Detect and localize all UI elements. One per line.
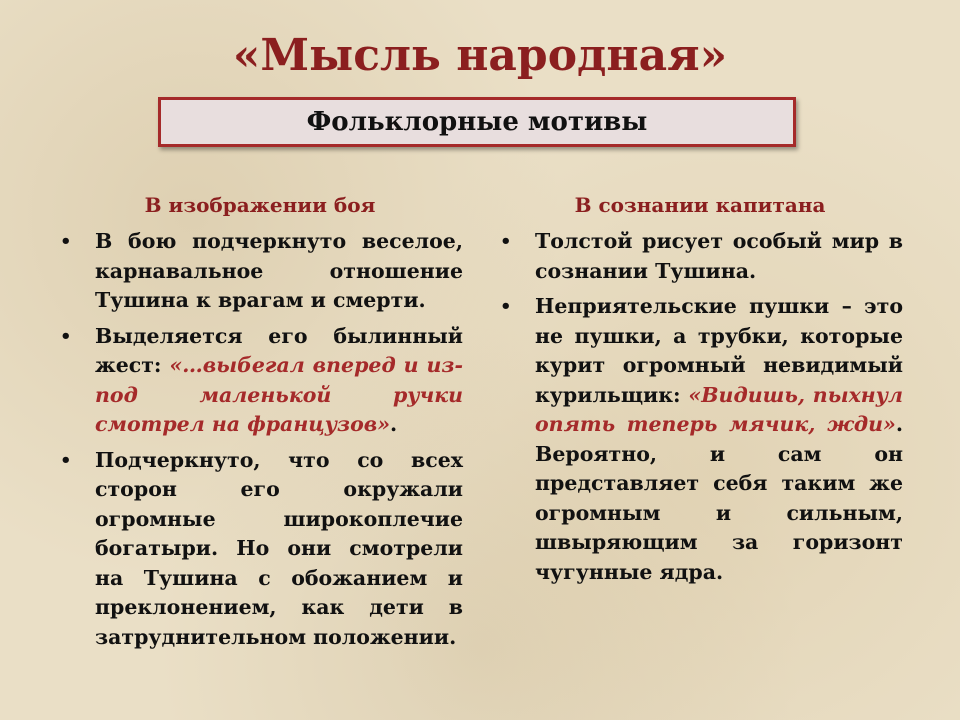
subtitle-text: Фольклорные мотивы [306, 107, 648, 137]
bullet-icon: • [60, 325, 72, 347]
slide-title: «Мысль народная» [232, 30, 728, 81]
bullet-icon: • [60, 449, 72, 471]
left-column-heading: В изображении боя [144, 193, 376, 217]
left-item-2-text: Выделяется его былинный жест: [95, 323, 463, 377]
left-item-2-quote: «…выбегал вперед и из-под маленькой ручки смотрел на французов» [95, 353, 463, 436]
right-item-2-text: Неприятельские пушки – это не пушки, а трубки, которые курит огромный невидимый курильщик: [535, 294, 903, 407]
right-column-heading: В сознании капитана [574, 193, 826, 217]
bullet-icon: • [500, 231, 512, 252]
bullet-icon: • [500, 296, 512, 317]
left-item-2 [60, 322, 463, 440]
left-item-3-text: Подчеркнуто, что со всех сторон его окружали огромные широкоплечие богатыри. Но они смотрели на Тушина с обожанием и преклонением, как дети в затруднительном положении. [95, 447, 463, 649]
left-item-1 [60, 227, 463, 316]
left-item-1-text: В бою подчеркнуто веселое, карнавальное отношение Тушина к врагам и смерти. [95, 229, 463, 312]
right-item-2 [500, 292, 903, 587]
right-item-1 [500, 227, 903, 286]
right-column [500, 227, 903, 593]
subtitle-box [158, 97, 796, 147]
left-column [60, 227, 463, 658]
left-item-2-tail: . [390, 412, 398, 436]
left-item-3 [60, 446, 463, 653]
bullet-icon: • [60, 231, 72, 252]
right-item-1-text: Толстой рисует особый мир в сознании Тушина. [535, 229, 903, 283]
right-item-2-quote: «Видишь, пыхнул опять теперь мячик, жди» [535, 382, 903, 436]
right-item-2-tail: . Вероятно, и сам он представляет себя таким же огромным и сильным, швыряющим за горизонт чугунные ядра. [535, 412, 903, 584]
